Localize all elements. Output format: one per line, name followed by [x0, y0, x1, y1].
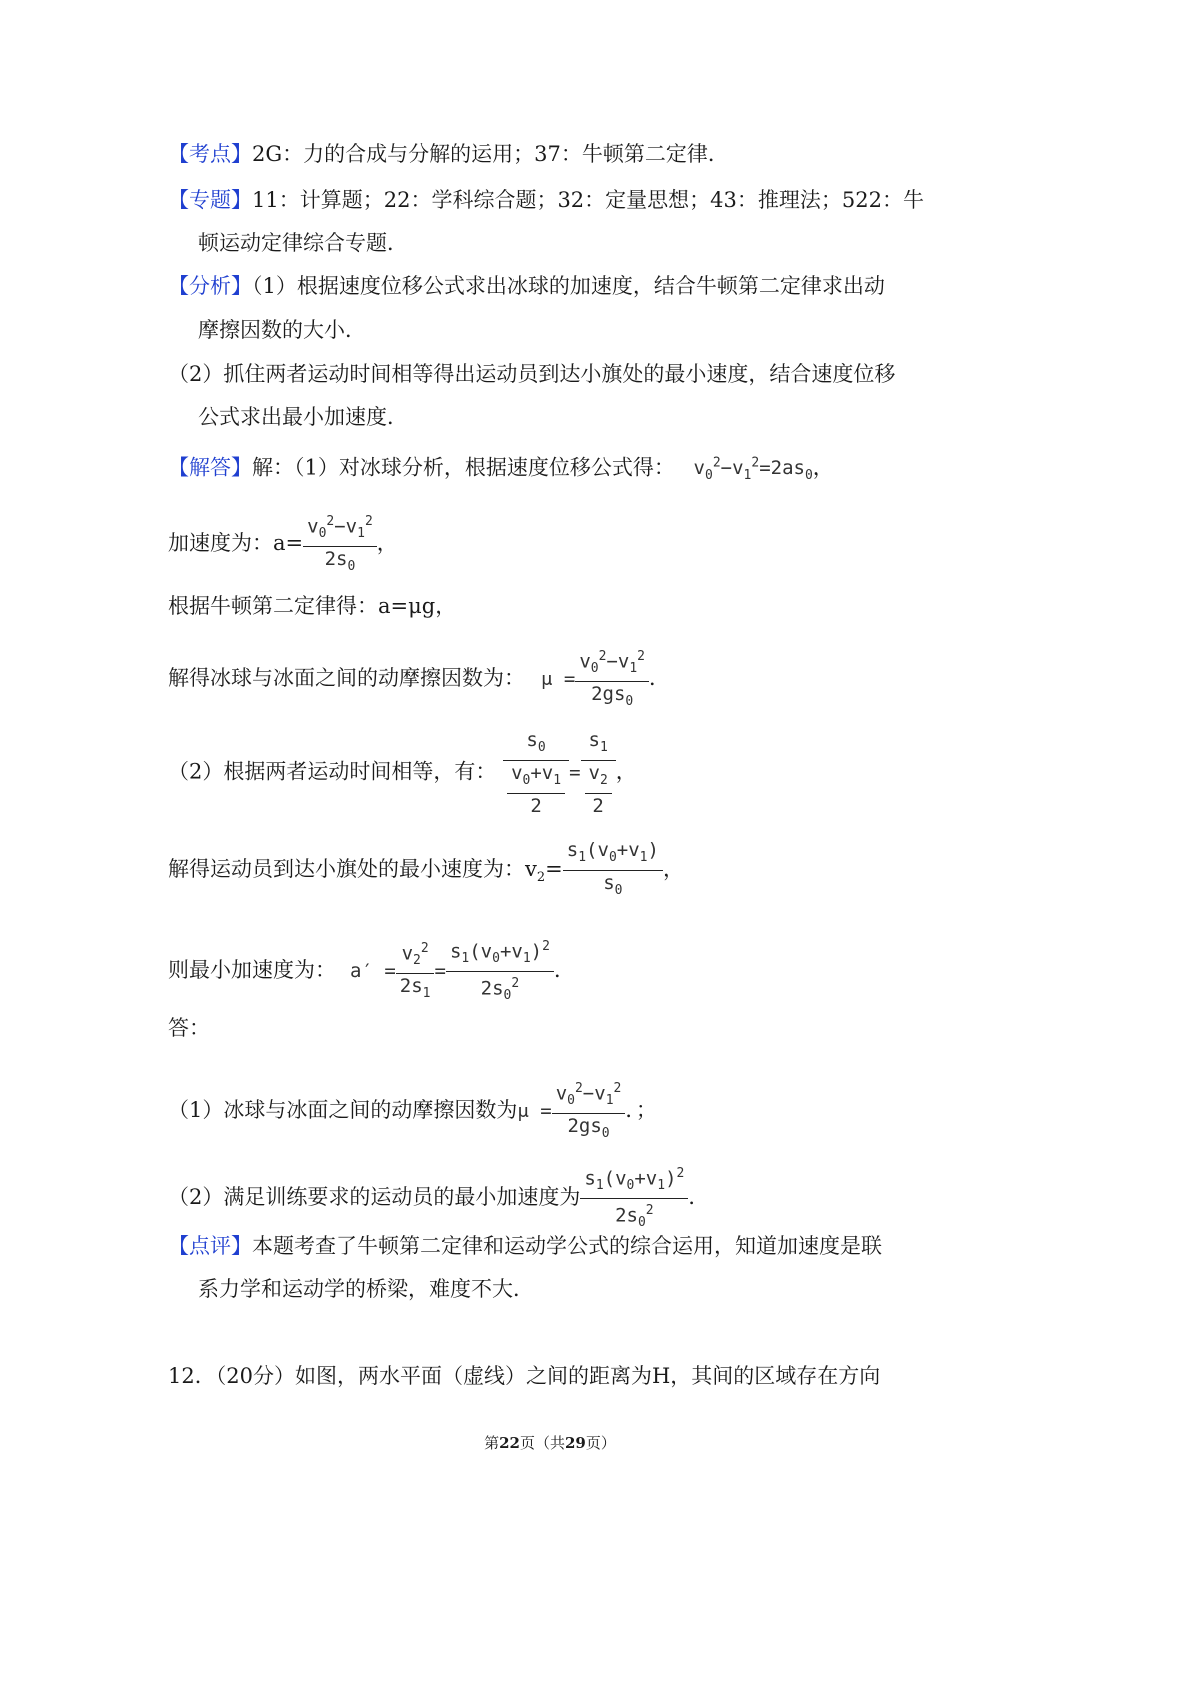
jieda-comma: ，: [812, 455, 834, 480]
newton-text: 根据牛顿第二定律得：a=μg，: [168, 594, 457, 618]
min-acc-line: [168, 935, 575, 1008]
answer-1-mu: μ =: [517, 1099, 552, 1122]
acceleration-line: [168, 510, 398, 579]
mu-text: 解得冰球与冰面之间的动摩擦因数为：: [168, 665, 525, 690]
answer-1-text: （1）冰球与冰面之间的动摩擦因数为: [168, 1097, 518, 1122]
question-12-line: [168, 1360, 880, 1392]
dianping-line: [168, 1230, 882, 1262]
jieda-text: 解：（1）对冰球分析，根据速度位移公式得：: [252, 455, 675, 480]
acceleration-fraction: $\frac{v_0^2-v_1^2}{2s_0}$: [303, 510, 377, 579]
min-acc-text: 则最小加速度为：: [168, 958, 336, 983]
min-speed-text: 解得运动员到达小旗处的最小速度为：v: [168, 856, 537, 881]
acceleration-comma: ，: [376, 530, 398, 555]
zhuanti-text-2: 顿运动定律综合专题．: [198, 231, 408, 255]
kaodian-text: 2G：力的合成与分解的运用；37：牛顿第二定律．: [252, 142, 729, 166]
a-prime: a′ =: [350, 960, 396, 983]
footer-pre: 第: [484, 1434, 500, 1452]
fenxi-line-3: [168, 358, 895, 390]
answer-1-line: [168, 1077, 657, 1146]
min-speed-fraction: $\frac{s_1(v_0+v_1)}{s_0}$: [563, 838, 663, 903]
fenxi-text: （1）根据速度位移公式求出冰球的加速度，结合牛顿第二定律求出动: [252, 274, 885, 298]
fenxi-tag: 【分析】: [168, 274, 252, 298]
fenxi-line-2: [198, 314, 366, 346]
time-fraction-left: $\frac{s_0}{\frac{v_0+v_1}{2}}$: [503, 728, 569, 818]
kaodian-line: [168, 138, 729, 170]
footer-mid: 页（共: [519, 1434, 565, 1452]
answer-label: 答：: [168, 1016, 210, 1040]
dianping-line-2: [198, 1273, 534, 1305]
dianping-text: 本题考查了牛顿第二定律和运动学公式的综合运用，知道加速度是联: [252, 1234, 882, 1258]
kaodian-tag: 【考点】: [168, 142, 252, 166]
fenxi-line-4: [198, 401, 408, 433]
fenxi-text-2: 摩擦因数的大小．: [198, 318, 366, 342]
fenxi-text-4: 公式求出最小加速度．: [198, 405, 408, 429]
time-equals: =: [569, 761, 581, 784]
newton-line: [168, 590, 456, 622]
v2-subscript: 2: [536, 869, 546, 885]
mu-fraction: $\frac{v_0^2-v_1^2}{2gs_0}$: [575, 645, 649, 714]
fenxi-text-3: （2）抓住两者运动时间相等得出运动员到达小旗处的最小速度，结合速度位移: [168, 362, 896, 386]
min-speed-comma: ，: [662, 856, 684, 881]
jieda-line: [168, 448, 834, 492]
answer-2-line: [168, 1162, 709, 1235]
min-acc-fraction-1: $\frac{v_2^2}{2s_1}$: [396, 937, 435, 1006]
answer-2-fraction: $\frac{s_1(v_0+v_1)^2}{2s_0^2}$: [580, 1162, 688, 1235]
jieda-tag: 【解答】: [168, 455, 252, 480]
formula-velocity-displacement: $v_0^2-v_1^2=2as_0$: [693, 456, 813, 484]
mu-period: ．: [648, 665, 670, 690]
zhuanti-tag: 【专题】: [168, 188, 252, 212]
answer-1-punct: ．；: [625, 1097, 657, 1122]
question-12-text: 12．（20分）如图，两水平面（虚线）之间的距离为H，其间的区域存在方向: [168, 1364, 881, 1388]
min-acc-period: ．: [553, 958, 575, 983]
mu-symbol: μ =: [541, 667, 576, 690]
min-speed-line: [168, 838, 684, 903]
zhuanti-line-2: [198, 227, 408, 259]
zhuanti-text: 11：计算题；22：学科综合题；32：定量思想；43：推理法；522：牛: [252, 188, 924, 212]
answer-2-text: （2）满足训练要求的运动员的最小加速度为: [168, 1185, 581, 1210]
page-footer: [0, 1432, 1100, 1453]
time-equal-text: （2）根据两者运动时间相等，有：: [168, 759, 497, 784]
answer-2-period: ．: [688, 1185, 710, 1210]
time-fraction-right: $\frac{s_1}{\frac{v_2}{2}}$: [581, 728, 616, 818]
time-equal-line: [168, 728, 637, 818]
zhuanti-line: [168, 184, 924, 216]
answer-1-fraction: $\frac{v_0^2-v_1^2}{2gs_0}$: [552, 1077, 626, 1146]
answer-label-line: [168, 1012, 210, 1044]
footer-total-pages: 29: [565, 1434, 586, 1452]
min-speed-equals: =: [545, 856, 563, 881]
dianping-text-2: 系力学和运动学的桥梁，难度不大．: [198, 1277, 534, 1301]
dianping-tag: 【点评】: [168, 1234, 252, 1258]
footer-page-number: 22: [499, 1434, 520, 1452]
footer-post: 页）: [585, 1434, 616, 1452]
min-acc-fraction-2: $\frac{s_1(v_0+v_1)^2}{2s_0^2}$: [446, 935, 554, 1008]
mu-line: [168, 645, 670, 714]
min-acc-equals: =: [434, 960, 446, 983]
fenxi-line: [168, 270, 885, 302]
acceleration-text: 加速度为：a=: [168, 530, 304, 555]
time-comma: ，: [615, 759, 637, 784]
